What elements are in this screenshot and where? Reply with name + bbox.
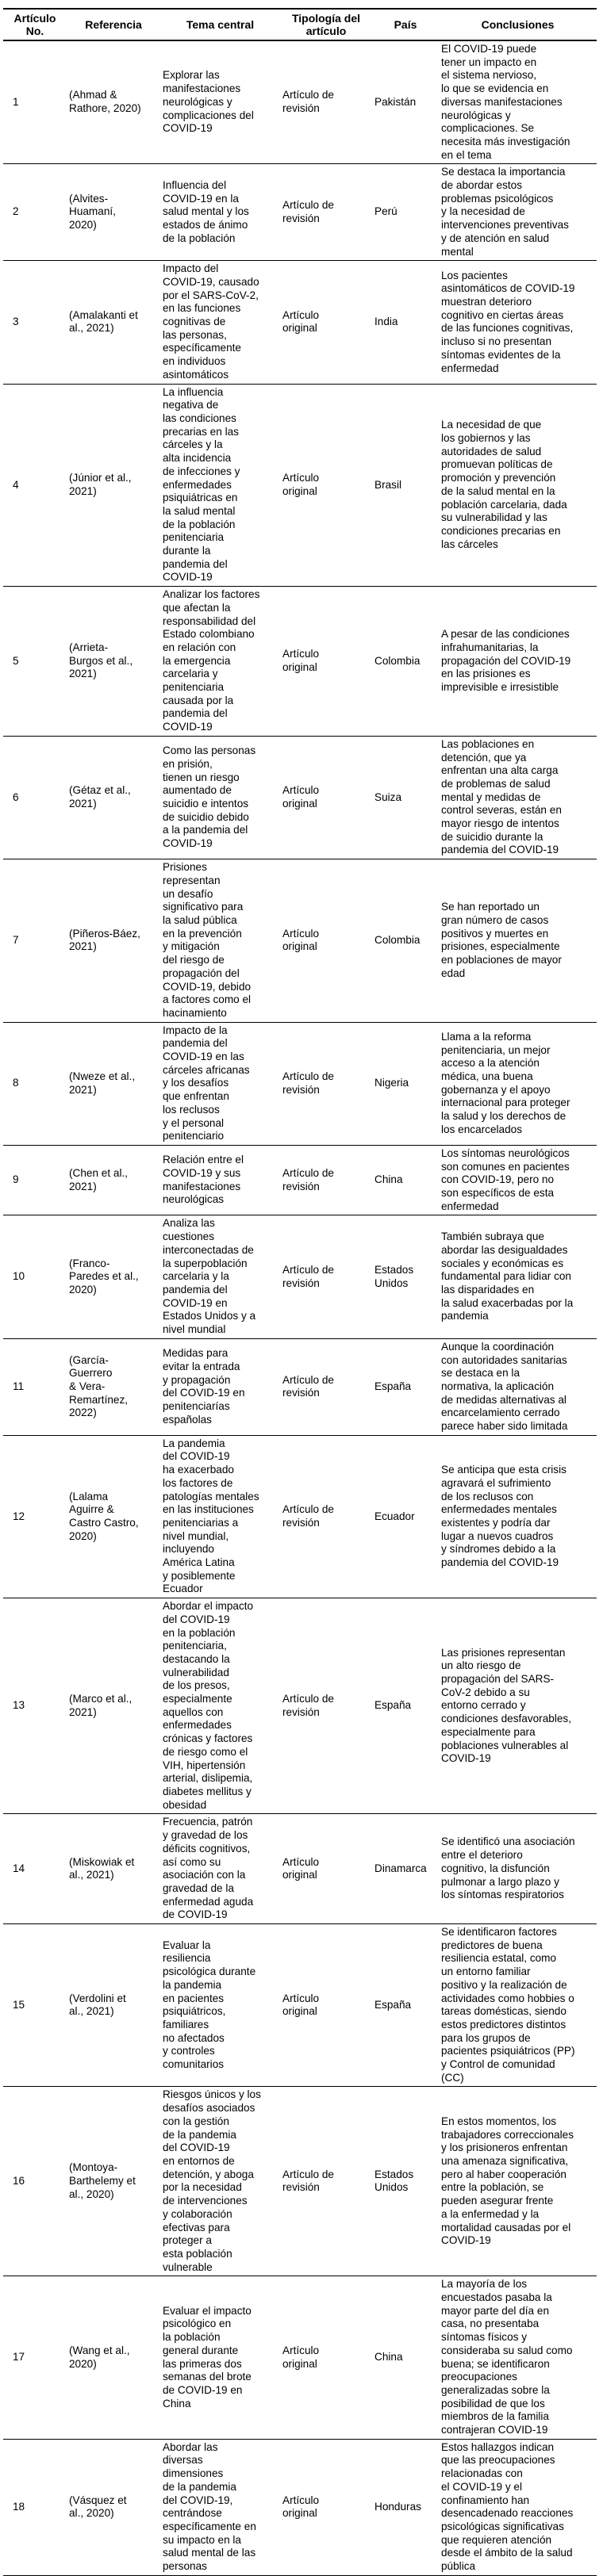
cell-reference: (Wang et al., 2020): [67, 2276, 160, 2439]
column-header-country: País: [372, 9, 439, 40]
cell-article-number: 5: [3, 587, 67, 737]
column-header-reference: Referencia: [67, 9, 160, 40]
cell-country: Colombia: [372, 587, 439, 737]
cell-article-number: 11: [3, 1338, 67, 1435]
cell-central-theme: Frecuencia, patrón y gravedad de los déficits cognitivos, así como su asociación con la gravedad de la enfermedad aguda de COVID-19: [160, 1814, 280, 1924]
cell-central-theme: Impacto del COVID-19, causado por el SARS-CoV-2, en las funciones cognitivas de las personas, específicamente en individuos asintomáticos: [160, 261, 280, 384]
cell-reference: (Ahmad & Rathore, 2020): [67, 40, 160, 164]
cell-country: Honduras: [372, 2439, 439, 2575]
table-row: [3, 1598, 597, 1814]
cell-reference: (Gétaz et al., 2021): [67, 736, 160, 859]
cell-conclusions: Se anticipa que esta crisis agravará el sufrimiento de los reclusos con enfermedades mentales existentes y podría dar lugar a nuevos cuadros y síndromes debido a la pandemia del COVID-19: [439, 1435, 597, 1598]
table-row: [3, 2439, 597, 2575]
table-row: [3, 1924, 597, 2087]
cell-article-number: 14: [3, 1814, 67, 1924]
cell-article-type: Artículo de revisión: [280, 1022, 372, 1145]
cell-article-type: Artículo original: [280, 261, 372, 384]
column-header-conclusions: Conclusiones: [439, 9, 597, 40]
cell-conclusions: Se identificó una asociación entre el deterioro cognitivo, la disfunción pulmonar a largo plazo y los síntomas respiratorios: [439, 1814, 597, 1924]
cell-conclusions: Se han reportado un gran número de casos positivos y muertes en prisiones, especialmente en poblaciones de mayor edad: [439, 859, 597, 1022]
table-header: [3, 9, 597, 40]
cell-reference: (Amalakanti et al., 2021): [67, 261, 160, 384]
cell-country: Pakistán: [372, 40, 439, 164]
cell-country: Estados Unidos: [372, 1215, 439, 1338]
cell-central-theme: Explorar las manifestaciones neurológicas y complicaciones del COVID-19: [160, 40, 280, 164]
cell-article-type: Artículo de revisión: [280, 1598, 372, 1814]
column-header-article-type: Tipología del artículo: [280, 9, 372, 40]
cell-article-number: 13: [3, 1598, 67, 1814]
cell-article-type: Artículo original: [280, 2439, 372, 2575]
cell-article-type: Artículo de revisión: [280, 40, 372, 164]
cell-central-theme: Analiza las cuestiones interconectadas de la superpoblación carcelaria y la pandemia del COVID-19 en Estados Unidos y a nivel mundial: [160, 1215, 280, 1338]
cell-central-theme: Medidas para evitar la entrada y propagación del COVID-19 en penitenciarías españolas: [160, 1338, 280, 1435]
table-row: [3, 261, 597, 384]
cell-conclusions: Los pacientes asintomáticos de COVID-19 muestran deterioro cognitivo en ciertas áreas de las funciones cognitivas, incluso si no presentan síntomas evidentes de la enfermedad: [439, 261, 597, 384]
cell-country: Brasil: [372, 384, 439, 587]
table-row: [3, 1338, 597, 1435]
cell-article-number: 4: [3, 384, 67, 587]
cell-reference: (García- Guerrero & Vera- Remartínez, 2022): [67, 1338, 160, 1435]
cell-article-number: 1: [3, 40, 67, 164]
cell-country: Dinamarca: [372, 1814, 439, 1924]
cell-central-theme: Abordar el impacto del COVID-19 en la población penitenciaria, destacando la vulnerabilidad de los presos, especialmente aquellos con enfermedades crónicas y factores de riesgo como el VIH, hipertensión arterial, dislipemia, diabetes mellitus y obesidad: [160, 1598, 280, 1814]
cell-reference: (Arrieta- Burgos et al., 2021): [67, 587, 160, 737]
cell-country: Estados Unidos: [372, 2087, 439, 2276]
cell-article-type: Artículo de revisión: [280, 164, 372, 261]
cell-article-type: Artículo de revisión: [280, 1215, 372, 1338]
cell-article-number: 16: [3, 2087, 67, 2276]
table-row: [3, 40, 597, 164]
cell-central-theme: Relación entre el COVID-19 y sus manifestaciones neurológicas: [160, 1145, 280, 1215]
cell-central-theme: Influencia del COVID-19 en la salud mental y los estados de ánimo de la población: [160, 164, 280, 261]
cell-conclusions: Aunque la coordinación con autoridades sanitarias se destaca en la normativa, la aplicación de medidas alternativas al encarcelamiento cerrado parece haber sido limitada: [439, 1338, 597, 1435]
table-row: [3, 1435, 597, 1598]
cell-country: Perú: [372, 164, 439, 261]
cell-reference: (Vásquez et al., 2020): [67, 2439, 160, 2575]
cell-article-type: Artículo de revisión: [280, 1338, 372, 1435]
cell-country: China: [372, 2276, 439, 2439]
cell-reference: (Franco- Paredes et al., 2020): [67, 1215, 160, 1338]
cell-central-theme: La influencia negativa de las condiciones precarias en las cárceles y la alta incidencia de infecciones y enfermedades psiquiátricas en la salud mental de la población penitenciaria durante la pandemia del COVID-19: [160, 384, 280, 587]
table-row: [3, 164, 597, 261]
cell-conclusions: Llama a la reforma penitenciaria, un mejor acceso a la atención médica, una buena gobernanza y el apoyo internacional para proteger la salud y los derechos de los encarcelados: [439, 1022, 597, 1145]
cell-article-type: Artículo de revisión: [280, 2087, 372, 2276]
table-row: [3, 2087, 597, 2276]
table-row: [3, 2276, 597, 2439]
cell-conclusions: Estos hallazgos indican que las preocupaciones relacionadas con el COVID-19 y el confinamiento han desencadenado reacciones psicológicas significativas que requieren atención desde el ámbito de la salud pública: [439, 2439, 597, 2575]
cell-article-type: Artículo original: [280, 587, 372, 737]
cell-article-number: 10: [3, 1215, 67, 1338]
cell-central-theme: Evaluar la resiliencia psicológica durante la pandemia en pacientes psiquiátricos, familiares no afectados y controles comunitarios: [160, 1924, 280, 2087]
cell-country: Suiza: [372, 736, 439, 859]
cell-country: China: [372, 1145, 439, 1215]
cell-article-type: Artículo original: [280, 2276, 372, 2439]
cell-article-number: 15: [3, 1924, 67, 2087]
cell-conclusions: Se identificaron factores predictores de buena resiliencia estatal, como un entorno familiar positivo y la realización de actividades como hobbies o tareas domésticas, siendo estos predictores distintos para los grupos de pacientes psiquiátricos (PP) y Control de comunidad (CC): [439, 1924, 597, 2087]
cell-reference: (Júnior et al., 2021): [67, 384, 160, 587]
table-row: [3, 1215, 597, 1338]
cell-central-theme: Prisiones representan un desafío significativo para la salud pública en la prevención y mitigación del riesgo de propagación del COVID-19, debido a factores como el hacinamiento: [160, 859, 280, 1022]
cell-conclusions: Las prisiones representan un alto riesgo de propagación del SARS- CoV-2 debido a su entorno cerrado y condiciones desfavorables, especialmente para poblaciones vulnerables al COVID-19: [439, 1598, 597, 1814]
cell-reference: (Verdolini et al., 2021): [67, 1924, 160, 2087]
cell-central-theme: Analizar los factores que afectan la responsabilidad del Estado colombiano en relación con la emergencia carcelaria y penitenciaria causada por la pandemia del COVID-19: [160, 587, 280, 737]
cell-central-theme: La pandemia del COVID-19 ha exacerbado los factores de patologías mentales en las instituciones penitenciarias a nivel mundial, incluyendo América Latina y posiblemente Ecuador: [160, 1435, 280, 1598]
cell-article-number: 8: [3, 1022, 67, 1145]
cell-article-number: 17: [3, 2276, 67, 2439]
cell-article-type: Artículo de revisión: [280, 1145, 372, 1215]
cell-reference: (Chen et al., 2021): [67, 1145, 160, 1215]
table-row: [3, 1145, 597, 1215]
cell-reference: (Montoya- Barthelemy et al., 2020): [67, 2087, 160, 2276]
cell-article-number: 7: [3, 859, 67, 1022]
cell-article-number: 12: [3, 1435, 67, 1598]
cell-central-theme: Evaluar el impacto psicológico en la población general durante las primeras dos semanas del brote de COVID-19 en China: [160, 2276, 280, 2439]
cell-article-number: 9: [3, 1145, 67, 1215]
cell-reference: (Nweze et al., 2021): [67, 1022, 160, 1145]
cell-reference: (Miskowiak et al., 2021): [67, 1814, 160, 1924]
articles-table: [3, 8, 597, 2576]
table-row: [3, 384, 597, 587]
cell-conclusions: A pesar de las condiciones infrahumanitarias, la propagación del COVID-19 en las prisiones es imprevisible e irresistible: [439, 587, 597, 737]
cell-central-theme: Como las personas en prisión, tienen un riesgo aumentado de suicidio e intentos de suicidio debido a la pandemia del COVID-19: [160, 736, 280, 859]
cell-reference: (Piñeros-Báez, 2021): [67, 859, 160, 1022]
cell-article-type: Artículo original: [280, 1814, 372, 1924]
cell-article-number: 3: [3, 261, 67, 384]
column-header-central-theme: Tema central: [160, 9, 280, 40]
cell-article-number: 2: [3, 164, 67, 261]
cell-country: España: [372, 1338, 439, 1435]
table-body: [3, 40, 597, 2575]
table-row: [3, 587, 597, 737]
cell-country: India: [372, 261, 439, 384]
cell-conclusions: En estos momentos, los trabajadores correccionales y los prisioneros enfrentan una amenaza significativa, pero al haber cooperación entre la población, se pueden asegurar frente a la enfermedad y la mortalidad causadas por el COVID-19: [439, 2087, 597, 2276]
cell-conclusions: Los síntomas neurológicos son comunes en pacientes con COVID-19, pero no son específicos de esta enfermedad: [439, 1145, 597, 1215]
cell-conclusions: El COVID-19 puede tener un impacto en el sistema nervioso, lo que se evidencia en diversas manifestaciones neurológicas y complicaciones. Se necesita más investigación en el tema: [439, 40, 597, 164]
cell-article-number: 6: [3, 736, 67, 859]
table-row: [3, 736, 597, 859]
cell-conclusions: La necesidad de que los gobiernos y las autoridades de salud promuevan políticas de promoción y prevención de la salud mental en la población carcelaria, dada su vulnerabilidad y las condiciones precarias en las cárceles: [439, 384, 597, 587]
cell-conclusions: Se destaca la importancia de abordar estos problemas psicológicos y la necesidad de intervenciones preventivas y de atención en salud mental: [439, 164, 597, 261]
cell-central-theme: Impacto de la pandemia del COVID-19 en las cárceles africanas y los desafíos que enfrentan los reclusos y el personal penitenciario: [160, 1022, 280, 1145]
cell-conclusions: La mayoría de los encuestados pasaba la mayor parte del día en casa, no presentaba síntomas físicos y consideraba su salud como buena; se identificaron preocupaciones generalizadas sobre la posibilidad de que los miembros de la familia contrajeran COVID-19: [439, 2276, 597, 2439]
cell-country: España: [372, 1924, 439, 2087]
cell-country: Nigeria: [372, 1022, 439, 1145]
table-row: [3, 859, 597, 1022]
table-row: [3, 1022, 597, 1145]
header-row: [3, 9, 597, 40]
cell-conclusions: También subraya que abordar las desigualdades sociales y económicas es fundamental para lidiar con las disparidades en la salud exacerbadas por la pandemia: [439, 1215, 597, 1338]
cell-reference: (Alvites- Huamaní, 2020): [67, 164, 160, 261]
cell-article-type: Artículo original: [280, 859, 372, 1022]
cell-central-theme: Abordar las diversas dimensiones de la pandemia del COVID-19, centrándose específicamente en su impacto en la salud mental de las personas: [160, 2439, 280, 2575]
cell-article-type: Artículo original: [280, 736, 372, 859]
column-header-article-number: Artículo No.: [3, 9, 67, 40]
cell-article-type: Artículo original: [280, 1924, 372, 2087]
table-row: [3, 1814, 597, 1924]
cell-country: España: [372, 1598, 439, 1814]
cell-article-type: Artículo original: [280, 384, 372, 587]
cell-central-theme: Riesgos únicos y los desafíos asociados con la gestión de la pandemia del COVID-19 en entornos de detención, y aboga por la necesidad de intervenciones y colaboración efectivas para proteger a esta población vulnerable: [160, 2087, 280, 2276]
cell-article-type: Artículo de revisión: [280, 1435, 372, 1598]
cell-country: Colombia: [372, 859, 439, 1022]
cell-article-number: 18: [3, 2439, 67, 2575]
cell-reference: (Marco et al., 2021): [67, 1598, 160, 1814]
cell-conclusions: Las poblaciones en detención, que ya enfrentan una alta carga de problemas de salud mental y medidas de control severas, están en mayor riesgo de intentos de suicidio durante la pandemia del COVID-19: [439, 736, 597, 859]
cell-country: Ecuador: [372, 1435, 439, 1598]
cell-reference: (Lalama Aguirre & Castro Castro, 2020): [67, 1435, 160, 1598]
